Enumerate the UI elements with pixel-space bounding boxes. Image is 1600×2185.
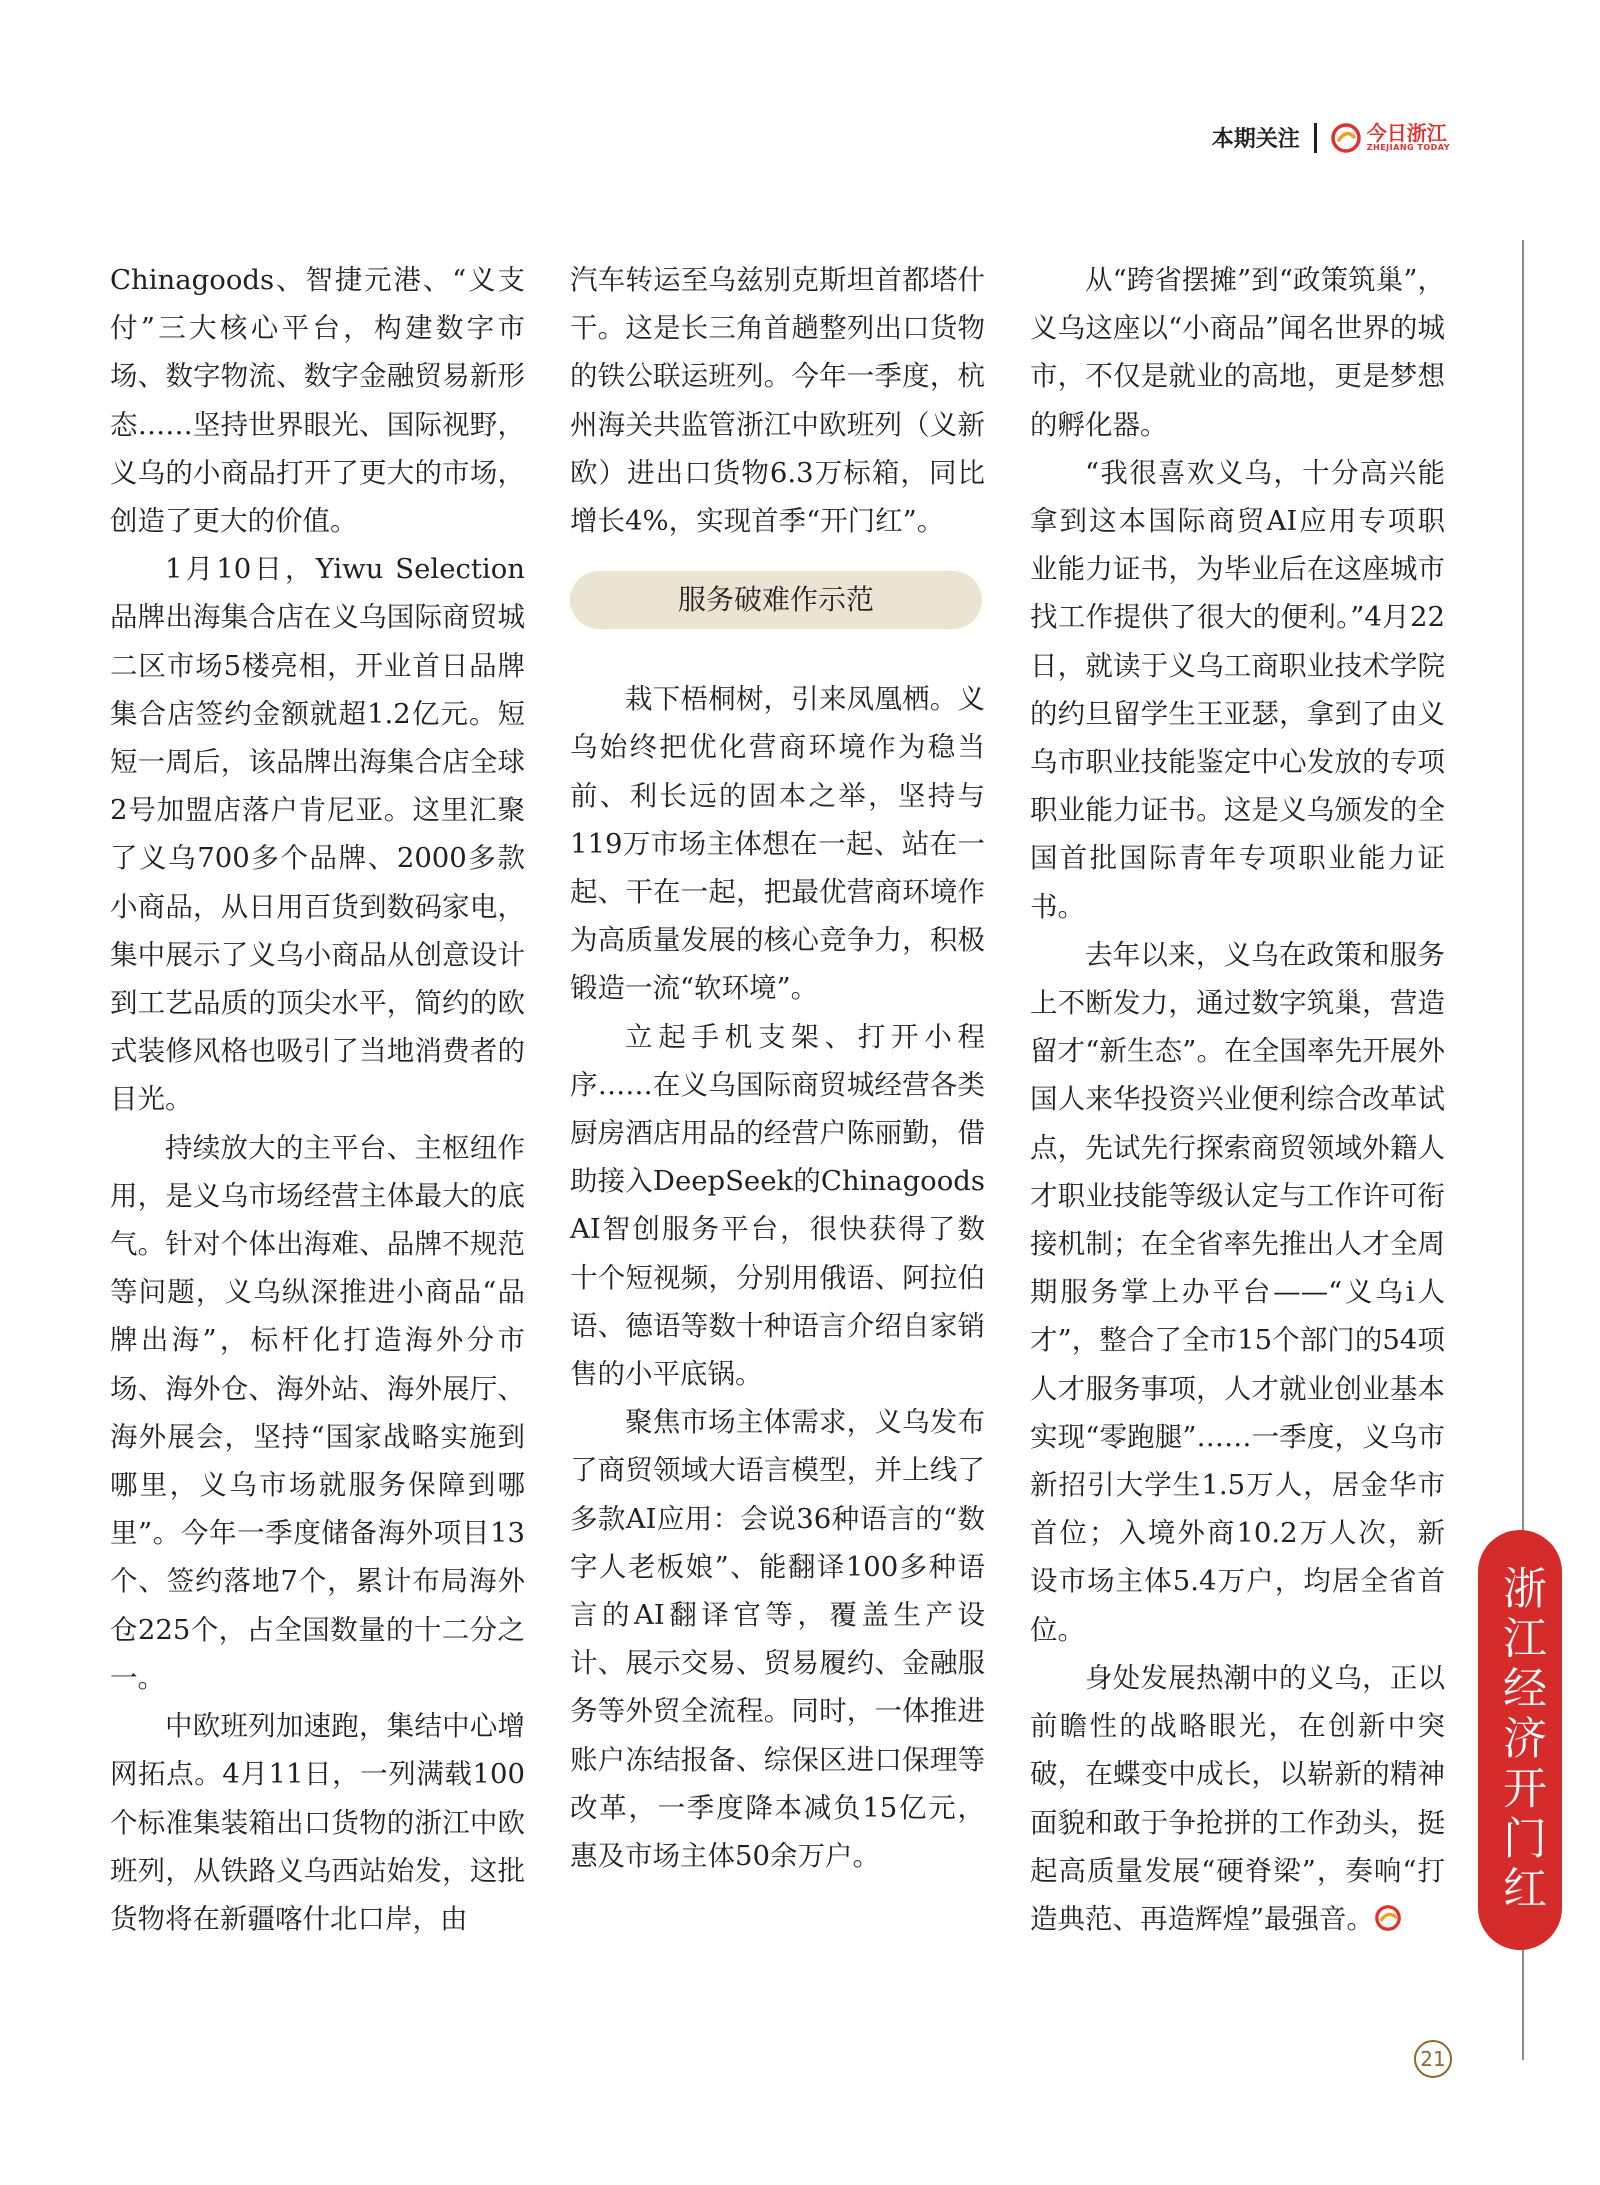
article-column-1 [110, 256, 525, 1943]
magazine-logo [1331, 123, 1450, 153]
paragraph: 聚焦市场主体需求，义乌发布了商贸领域大语言模型，并上线了多款AI应用：会说36种语言的“数字人老板娘”、能翻译100多种语言的AI翻译官等，覆盖生产设计、展示交易、贸易履约、金融服务等外贸全流程。同时，一体推进账户冻结报备、综保区进口保理等改革，一季度降本减负15亿元，惠及市场主体50余万户。 [570, 1406, 985, 1873]
paragraph: 栽下梧桐树，引来凤凰栖。义乌始终把优化营商环境作为稳当前、利长远的固本之举，坚持与119万市场主体想在一起、站在一起、干在一起，把最优营商环境作为高质量发展的核心竞争力，积极锻造一流“软环境”。 [570, 683, 985, 1005]
paragraph: 去年以来，义乌在政策和服务上不断发力，通过数字筑巢，营造留才“新生态”。在全国率先开展外国人来华投资兴业便利综合改革试点，先试先行探索商贸领域外籍人才职业技能等级认定与工作许可衔接机制；在全省率先推出人才全周期服务掌上办平台——“义乌i人才”，整合了全市15个部门的54项人才服务事项，人才就业创业基本实现“零跑腿”……一季度，义乌市新招引大学生1.5万人，居金华市首位；入境外商10.2万人次，新设市场主体5.4万户，均居全省首位。 [1030, 938, 1445, 1646]
paragraph-text: 身处发展热潮中的义乌，正以前瞻性的战略眼光，在创新中突破，在蝶变中成长，以崭新的精神面貌和敢于争抢拼的工作劲头，挺起高质量发展“硬脊梁”，奏响“打造典范、再造辉煌”最强音。 [1030, 1661, 1445, 1935]
section-subheading: 服务破难作示范 [570, 571, 982, 629]
end-mark-icon [1374, 1904, 1402, 1932]
page-header [1212, 122, 1450, 153]
paragraph: 汽车转运至乌兹别克斯坦首都塔什干。这是长三角首趟整列出口货物的铁公联运班列。今年一季度，杭州海关共监管浙江中欧班列（义新欧）进出口货物6.3万标箱，同比增长4%，实现首季“开门红”。 [570, 264, 985, 538]
paragraph: 持续放大的主平台、主枢纽作用，是义乌市场经营主体最大的底气。针对个体出海难、品牌不规范等问题，义乌纵深推进小商品“品牌出海”，标杆化打造海外分市场、海外仓、海外站、海外展厅、海外展会，坚持“国家战略实施到哪里，义乌市场就服务保障到哪里”。今年一季度储备海外项目13个、签约落地7个，累计布局海外仓225个，占全国数量的十二分之一。 [110, 1131, 525, 1694]
logo-swirl-icon [1331, 123, 1361, 153]
section-label: 本期关注 [1211, 127, 1300, 152]
page-number: 21 [1414, 2040, 1452, 2078]
logo-subtext: ZHEJIANG TODAY [1366, 143, 1450, 152]
side-tab-label: 浙江经济开门红 [1495, 1565, 1546, 1915]
logo-text: 今日浙江 [1366, 121, 1447, 145]
paragraph: 1月10日，Yiwu Selection品牌出海集合店在义乌国际商贸城二区市场5楼亮相，开业首日品牌集合店签约金额就超1.2亿元。短短一周后，该品牌出海集合店全球2号加盟店落户肯尼亚。这里汇聚了义乌700多个品牌、2000多款小商品，从日用百货到数码家电，集中展示了义乌小商品从创意设计到工艺品质的顶尖水平，简约的欧式装修风格也吸引了当地消费者的目光。 [110, 553, 525, 1116]
closing-paragraph [1030, 1654, 1445, 1943]
paragraph: Chinagoods、智捷元港、“义支付”三大核心平台，构建数字市场、数字物流、数字金融贸易新形态……坚持世界眼光、国际视野，义乌的小商品打开了更大的市场，创造了更大的价值。 [110, 264, 525, 538]
side-tab [1478, 1530, 1562, 1950]
header-divider [1314, 123, 1317, 153]
paragraph: 从“跨省摆摊”到“政策筑巢”，义乌这座以“小商品”闻名世界的城市，不仅是就业的高地，更是梦想的孵化器。 [1030, 264, 1445, 441]
paragraph: 中欧班列加速跑，集结中心增网拓点。4月11日，一列满载100个标准集装箱出口货物的浙江中欧班列，从铁路义乌西站始发，这批货物将在新疆喀什北口岸，由 [110, 1710, 525, 1935]
paragraph: 立起手机支架、打开小程序……在义乌国际商贸城经营各类厨房酒店用品的经营户陈丽勤，借助接入DeepSeek的Chinagoods AI智创服务平台，很快获得了数十个短视频，分别用俄语、阿拉伯语、德语等数十种语言介绍自家销售的小平底锅。 [570, 1020, 985, 1391]
paragraph: “我很喜欢义乌，十分高兴能拿到这本国际商贸AI应用专项职业能力证书，为毕业后在这座城市找工作提供了很大的便利。”4月22日，就读于义乌工商职业技术学院的约旦留学生王亚瑟，拿到了由义乌市职业技能鉴定中心发放的专项职业能力证书。这是义乌颁发的全国首批国际青年专项职业能力证书。 [1030, 456, 1445, 923]
article-column-2 [570, 256, 985, 1880]
article-column-3 [1030, 256, 1445, 1943]
